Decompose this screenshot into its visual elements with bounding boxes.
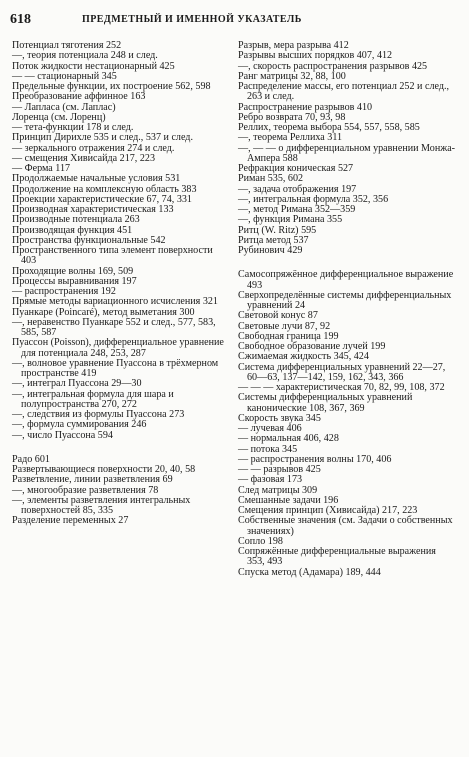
index-entry: —, волновое уравнение Пуассона в трёхмерном пространстве 419 bbox=[12, 357, 219, 379]
index-entry: Смешанные задачи 196 bbox=[238, 494, 339, 506]
index-entry: — — — характеристическая 70, 82, 99, 108, 372 bbox=[238, 382, 445, 393]
index-entry: —, теорема Реллиха 311 bbox=[238, 132, 343, 144]
index-entry: — потока 345 bbox=[238, 443, 298, 455]
index-entry: Производные потенциала 263 bbox=[12, 214, 140, 226]
index-entry: Система дифференциальных уравнений 22—27, 60—63, 137—142, 159, 162, 343, 366 bbox=[238, 361, 446, 383]
index-entry: Развертывающиеся поверхности 20, 40, 58 bbox=[12, 464, 196, 475]
index-entry: Ритца метод 537 bbox=[238, 234, 309, 246]
page-header bbox=[10, 12, 459, 28]
index-entry: —, неравенство Пуанкаре 552 и след., 577, 583, 585, 587 bbox=[12, 316, 216, 338]
index-entry: — тета-функции 178 и след. bbox=[12, 122, 134, 133]
index-entry: Спуска метод (Адамара) 189, 444 bbox=[238, 566, 381, 578]
index-entry: —, формула суммирования 246 bbox=[12, 419, 147, 431]
index-entry: —, элементы разветвления интегральных поверхностей 85, 335 bbox=[12, 494, 191, 516]
index-entry: — лучевая 406 bbox=[238, 423, 302, 434]
index-entry: — распространения 192 bbox=[12, 286, 116, 297]
index-entry: — фазовая 173 bbox=[238, 474, 303, 486]
index-entry: Сопряжённые дифференциальные выражения 353, 493 bbox=[238, 546, 436, 568]
index-entry: — смещения Хивисайда 217, 223 bbox=[12, 152, 155, 164]
index-entry: —, задача отображения 197 bbox=[238, 183, 357, 195]
index-entry: Пространства функциональные 542 bbox=[12, 234, 166, 246]
index-entry: —, метод Римана 352—359 bbox=[238, 204, 356, 215]
index-entry: Скорость звука 345 bbox=[238, 412, 321, 424]
index-entry: Проекции характеристические 67, 74, 331 bbox=[12, 193, 192, 205]
index-entry: Продолжение на комплексную область 383 bbox=[12, 183, 197, 195]
index-entry: Риман 535, 602 bbox=[238, 173, 304, 185]
index-entry: Разрыв, мера разрыва 412 bbox=[238, 40, 349, 51]
index-entry: Ранг матрицы 32, 88, 100 bbox=[238, 70, 346, 82]
index-entry: — — стационарный 345 bbox=[12, 70, 117, 82]
index-entry: — Лапласа (см. Лаплас) bbox=[12, 101, 116, 113]
index-entry: Пространственного типа элемент поверхности 403 bbox=[12, 245, 213, 267]
index-entry: Производящая функция 451 bbox=[12, 224, 133, 236]
index-entry: Проходящие волны 169, 509 bbox=[12, 265, 134, 277]
index-entry: Свободная граница 199 bbox=[238, 330, 339, 342]
index-entry: Пуассон (Poisson), дифференциальное уравнение для потенциала 248, 253, 287 bbox=[12, 337, 224, 359]
index-entry: —, интеграл Пуассона 29—30 bbox=[12, 378, 142, 390]
index-entry: Сверхопределённые системы дифференциальных уравнений 24 bbox=[238, 289, 452, 311]
index-entry: Сжимаемая жидкость 345, 424 bbox=[238, 351, 369, 363]
index-entry: Сопло 198 bbox=[238, 535, 283, 547]
section-gap bbox=[12, 441, 224, 455]
index-entry: — распространения волны 170, 406 bbox=[238, 453, 392, 465]
index-entry: Лоренца (см. Лоренц) bbox=[12, 111, 106, 123]
index-entry: —, теория потенциала 248 и след. bbox=[12, 50, 158, 62]
index-entry: — Ферма 117 bbox=[12, 163, 71, 174]
index-entry: Ребро возврата 70, 93, 98 bbox=[238, 111, 346, 123]
page-number: 618 bbox=[10, 12, 31, 27]
running-title: ПРЕДМЕТНЫЙ И ИМЕННОЙ УКАЗАТЕЛЬ bbox=[82, 14, 302, 25]
index-entry: —, — — о дифференциальном уравнении Монжа-Ампера 588 bbox=[238, 142, 456, 164]
index-entry: —, функция Римана 355 bbox=[238, 214, 343, 226]
index-entry: — зеркального отражения 274 и след. bbox=[12, 142, 175, 154]
index-entry: Поток жидкости нестационарный 425 bbox=[12, 60, 175, 72]
index-entry: Продолжаемые начальные условия 531 bbox=[12, 173, 181, 185]
index-entry: Распределение массы, его потенциал 252 и след., 263 и след. bbox=[238, 81, 450, 103]
index-entry: —, интегральная формула для шара и полупространства 270, 272 bbox=[12, 388, 174, 410]
index-entry: Световой конус 87 bbox=[238, 310, 318, 322]
index-entry: Преобразование аффинное 163 bbox=[12, 91, 146, 103]
index-entry: —, число Пуассона 594 bbox=[12, 429, 113, 441]
index-entry: Рефракция коническая 527 bbox=[238, 163, 354, 174]
index-entry: Разделение переменных 27 bbox=[12, 515, 129, 527]
index-entry: Разветвление, линии разветвления 69 bbox=[12, 474, 173, 486]
index-entry: Реллих, теорема выбора 554, 557, 558, 585 bbox=[238, 122, 420, 133]
index-entry: Смещения принцип (Хивисайда) 217, 223 bbox=[238, 505, 418, 516]
index-entry: Процессы выравнивания 197 bbox=[12, 275, 137, 287]
index-entry: Принцип Дирихле 535 и след., 537 и след. bbox=[12, 132, 193, 144]
index-entry: —, скорость распространения разрывов 425 bbox=[238, 60, 428, 72]
index-entry: — нормальная 406, 428 bbox=[238, 433, 339, 445]
index-entry: Производная характеристическая 133 bbox=[12, 204, 174, 215]
index-entry: —, интегральная формула 352, 356 bbox=[238, 193, 389, 205]
index-entry: Собственные значения (см. Задачи о собственных значениях) bbox=[238, 515, 453, 537]
index-entry: Самосопряжённое дифференциальное выражение 493 bbox=[238, 269, 454, 291]
section-gap bbox=[238, 256, 456, 270]
index-entry: Разрывы высших порядков 407, 412 bbox=[238, 50, 393, 62]
index-entry: Распространение разрывов 410 bbox=[238, 101, 373, 113]
index-entry: Свободное образование лучей 199 bbox=[238, 341, 386, 352]
index-column-left bbox=[12, 41, 224, 527]
index-entry: Системы дифференциальных уравнений канонические 108, 367, 369 bbox=[238, 392, 413, 414]
index-entry: Световые лучи 87, 92 bbox=[238, 320, 331, 332]
index-column-right bbox=[238, 41, 456, 578]
index-entry: —, многообразие разветвления 78 bbox=[12, 484, 159, 496]
index-entry: Предельные функции, их построение 562, 598 bbox=[12, 81, 211, 92]
index-entry: След матрицы 309 bbox=[238, 484, 318, 496]
index-entry: Ритц (W. Ritz) 595 bbox=[238, 224, 317, 236]
index-entry: — — разрывов 425 bbox=[238, 464, 321, 475]
index-entry: Рубинович 429 bbox=[238, 245, 303, 256]
index-entry: Прямые методы вариационного исчисления 321 bbox=[12, 296, 218, 308]
index-entry: Радо 601 bbox=[12, 453, 50, 465]
index-entry: Потенциал тяготения 252 bbox=[12, 40, 122, 51]
index-entry: Пуанкаре (Poincaré), метод выметания 300 bbox=[12, 306, 195, 318]
index-entry: —, следствия из формулы Пуассона 273 bbox=[12, 409, 185, 420]
